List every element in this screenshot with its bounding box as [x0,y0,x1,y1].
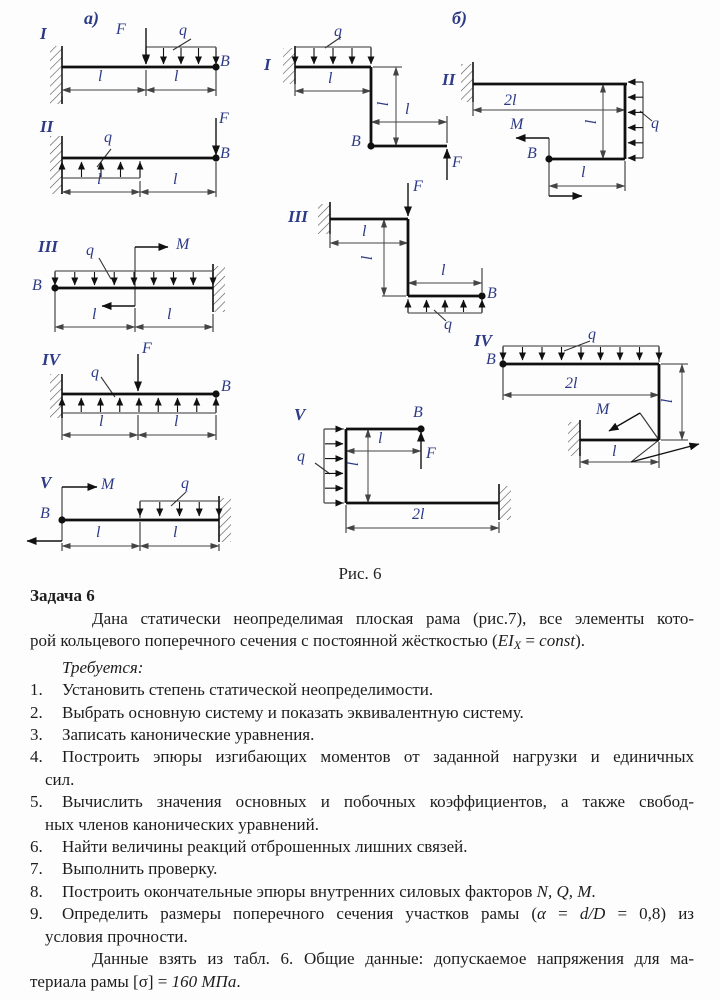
figure-label-rot: l [345,461,363,467]
figure-label-sym: q [334,23,342,40]
figure-label-sym: F [413,178,423,195]
text-segment: Найти величины реакций отброшенных лишних связей. [62,837,468,857]
figure-label-sym: B [221,378,231,395]
text-line [30,702,694,724]
text-line [30,746,694,768]
problem-lines [30,608,694,993]
figure-label-sym: l [328,70,333,87]
figure-label-sym: B [220,53,230,70]
text-segment: рой кольцевого поперечного сечения с постоянной жёсткостью ( [30,631,498,651]
figure-label-sym: l [362,223,367,240]
dimensions-layer [55,67,682,546]
figure-label-sym: l [612,443,617,460]
figure-label-rot: l [659,398,677,404]
text-line [30,630,694,656]
figure-label-sym: M [101,476,115,493]
text-line [30,948,694,970]
text-segment: Построить окончательные эпюры внутренних силовых факторов [62,881,537,901]
figure-label-rn: II [442,70,456,89]
text-segment: Требуется: [62,657,144,677]
figure-label-sym: B [413,404,423,421]
text-segment: = [545,904,580,924]
figure-label-sym: F [142,340,152,357]
list-number: 4. [30,747,43,767]
figure-label-sym: l [174,68,179,85]
list-number: 8. [30,881,43,901]
figure-label-sym: q [588,326,596,343]
figure-label-sym: l [98,68,103,85]
list-number: 9. [30,904,43,924]
text-segment: Вычислить значения основных и побочных коэффициентов, а также свобод- [62,792,694,812]
figure-label-sym: l [581,164,586,181]
figure-label-sym: 2l [504,92,517,109]
text-segment: . [236,971,241,991]
problem-text [30,584,694,993]
figure-label-sym: l [405,101,410,118]
text-segment: Данные взять из табл. 6. Общие данные: допускаемое напряжения для ма- [92,949,694,969]
figure-label-sym: l [99,413,104,430]
list-number: 3. [30,725,43,745]
text-line [30,971,694,993]
text-segment: α [537,904,546,924]
text-segment: N, Q, M [536,881,592,901]
text-segment: Записать канонические уравнения. [62,725,315,745]
text-segment: ных членов канонических уравнений. [45,814,319,834]
text-segment: EI [497,631,514,651]
text-segment: const [539,631,576,651]
figure-label-sym: l [174,413,179,430]
figure-label-sym: q [91,364,99,381]
text-segment: ). [575,631,585,651]
text-line [30,881,694,903]
figure-label-sym: M [510,116,524,133]
figure-label-sec: б) [452,8,467,28]
text-segment: . [591,881,596,901]
figure-label-sym: M [596,401,610,418]
figure-label-sym: 2l [565,375,578,392]
text-segment: = 0,8) из [605,904,695,924]
text-segment: Выполнить проверку. [62,859,218,879]
figure-label-sym: B [527,145,537,162]
figure-label-sym: q [104,129,112,146]
text-segment: териала рамы [30,971,134,991]
figure-label-sym: q [179,22,187,39]
figure-label-sym: l [378,430,383,447]
figure-label-sym: q [444,316,452,333]
text-segment: сил. [45,769,75,789]
figure-label-sym: B [32,277,42,294]
text-segment: 160 МПа [171,971,237,991]
figure-label-rn: III [288,207,308,226]
figure-label-rn: V [294,405,306,424]
figure-label-sym: q [651,115,659,132]
figure-label-sym: l [97,171,102,188]
figure-label-sym: l [441,262,446,279]
force-arrows-layer [27,24,699,541]
text-line [30,836,694,858]
figure-label-rn: II [40,117,54,136]
text-line [30,791,694,813]
list-number: 5. [30,792,43,812]
text-line [30,814,694,836]
figure-label-rn: IV [474,331,492,350]
figure-label-sym: B [486,351,496,368]
figure-label-sym: 2l [412,506,425,523]
text-segment: [σ] [133,971,154,991]
list-number: 2. [30,702,43,722]
text-line [30,608,694,630]
list-number: 7. [30,859,43,879]
figure-label-sym: l [96,524,101,541]
text-segment: d/D [579,904,606,924]
text-segment: Построить эпюры изгибающих моментов от заданной нагрузки и единичных [62,747,694,767]
figure-label-sym: B [40,505,50,522]
figure-label-sym: F [116,21,126,38]
text-segment: Установить степень статической неопределимости. [62,680,434,700]
figure-label-sym: l [173,524,178,541]
figure-label-rot: l [583,119,601,125]
figure-label-sym: B [351,133,361,150]
figure-label-sym: l [173,171,178,188]
problem-heading: Задача 6 [30,586,95,605]
text-line [30,657,694,679]
figure-label-sym: F [452,154,462,171]
text-line [30,679,694,701]
figure-label-sym: F [426,445,436,462]
text-segment: = [521,631,540,651]
figure-label-sym: l [92,306,97,323]
figure-label-rn: III [38,237,58,256]
figure-label-rn: I [40,24,47,43]
text-line [30,903,694,925]
text-line [30,769,694,791]
figure-label-sym: F [219,110,229,127]
figure-label-sym: B [487,285,497,302]
figure-label-rn: V [40,473,52,492]
figure-label-sym: B [220,145,230,162]
supports-layer [50,46,580,542]
figure-label-sym: l [167,306,172,323]
text-segment: условия прочности. [45,926,188,946]
text-segment: Определить размеры поперечного сечения участков рамы ( [62,904,538,924]
text-segment: X [513,638,522,653]
text-segment: Дана статически неопределимая плоская рама (рис.7), все элементы кото- [92,609,694,628]
figure-label-rot: l [359,255,377,261]
list-number: 6. [30,837,43,857]
figure-label-sym: M [176,236,190,253]
text-segment: = [153,971,172,991]
figure-label-rn: IV [42,350,60,369]
figure-label-rot: l [375,101,393,107]
text-segment: Выбрать основную систему и показать эквивалентную систему. [62,702,524,722]
text-line [30,926,694,948]
text-line [30,724,694,746]
figure-label-sym: q [86,242,94,259]
list-number: 1. [30,680,43,700]
figure-caption: Рис. 6 [338,564,382,583]
figure-label-sym: q [181,475,189,492]
figure-label-sym: q [297,448,305,465]
figure-label-rn: I [264,55,271,74]
figure-label-sec: а) [84,8,99,28]
text-line [30,858,694,880]
